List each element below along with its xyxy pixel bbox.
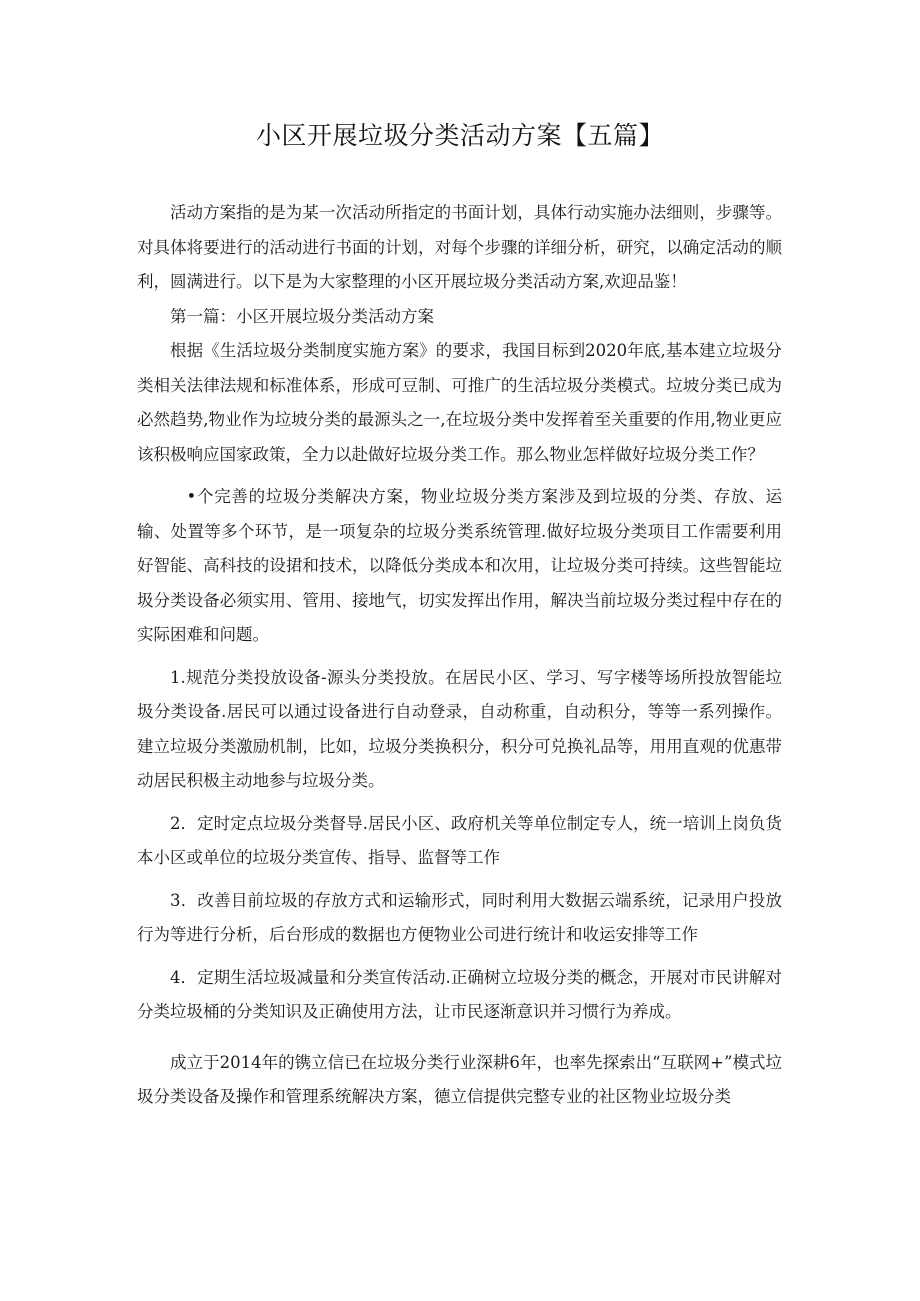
document-body bbox=[137, 196, 782, 1115]
intro-paragraph: 活动方案指的是为某一次活动所指定的书面计划，具体行动实施办法细则，步骤等。对具体将要进行的活动进行书面的计划，对每个步骤的详细分析，研究，以确定活动的顺利，圆满进行。以下是为大家整理的小区开展垃圾分类活动方案,欢迎品鉴！ bbox=[137, 203, 782, 291]
document-title: 小区开展垃圾分类活动方案【五篇】 bbox=[255, 121, 664, 150]
body-paragraph: 成立于2014年的镌立信已在垃圾分类行业深耕6年，也率先探索出“互联网+”模式垃圾分类设备及操作和管理系统解决方案，德立信提供完整专业的社区物业垃圾分类 bbox=[137, 1052, 782, 1106]
list-item-1: 1.规范分类投放设备-源头分类投放。在居民小区、学习、写字楼等场所投放智能垃圾分类设备.居民可以通过设备进行自动登录，自动称重，自动积分，等等一系列操作。建立垃圾分类激励机制，比如，垃圾分类换积分，积分可兑换礼品等，用用直观的优惠带动居民积极主动地参与垃圾分类。 bbox=[137, 667, 782, 790]
list-item-3: 3．改善目前垃圾的存放方式和运输形式，同时利用大数据云端系统，记录用户投放行为等进行分析，后台形成的数据也方便物业公司进行统计和收运安排等工作 bbox=[137, 890, 782, 944]
list-item-4: 4．定期生活垃圾减量和分类宣传活动.正确树立垃圾分类的概念，开展对市民讲解对分类垃圾桶的分类知识及正确使用方法，让市民逐渐意识并习惯行为养成。 bbox=[137, 967, 782, 1021]
body-paragraph: •个完善的垃圾分类解决方案，物业垃圾分类方案涉及到垃圾的分类、存放、运输、处置等多个环节，是一项复杂的垃圾分类系统管理.做好垃圾分类项目工作需要利用好智能、高科技的设捃和技术，以降低分类成本和次用，让垃圾分类可持续。这些智能垃圾分类设备必须实用、管用、接地气，切实发挥出作用，解决当前垃圾分类过程中存在的实际困难和问题。 bbox=[137, 487, 782, 644]
body-paragraph: 根据《生活垃圾分类制度实施方案》的要求，我国目标到2020年底,基本建立垃圾分类相关法律法规和标准体系，形成可豆制、可推广的生活垃圾分类模式。垃坡分类已成为必然趋势,物业作为垃坡分类的最源头之一,在垃圾分类中发挥着至关重要的作用,物业更应该积极响应国家政策，全力以赴做好垃圾分类工作。那么物业怎样做好垃圾分类工作？ bbox=[137, 341, 782, 464]
section-heading: 第一篇：小区开展垃圾分类活动方案 bbox=[170, 306, 434, 326]
list-item-2: 2．定时定点垃圾分类督导.居民小区、政府机关等单位制定专人，统一培训上岗负货本小区或单位的垃圾分类宣传、指导、监督等工作 bbox=[137, 813, 782, 867]
